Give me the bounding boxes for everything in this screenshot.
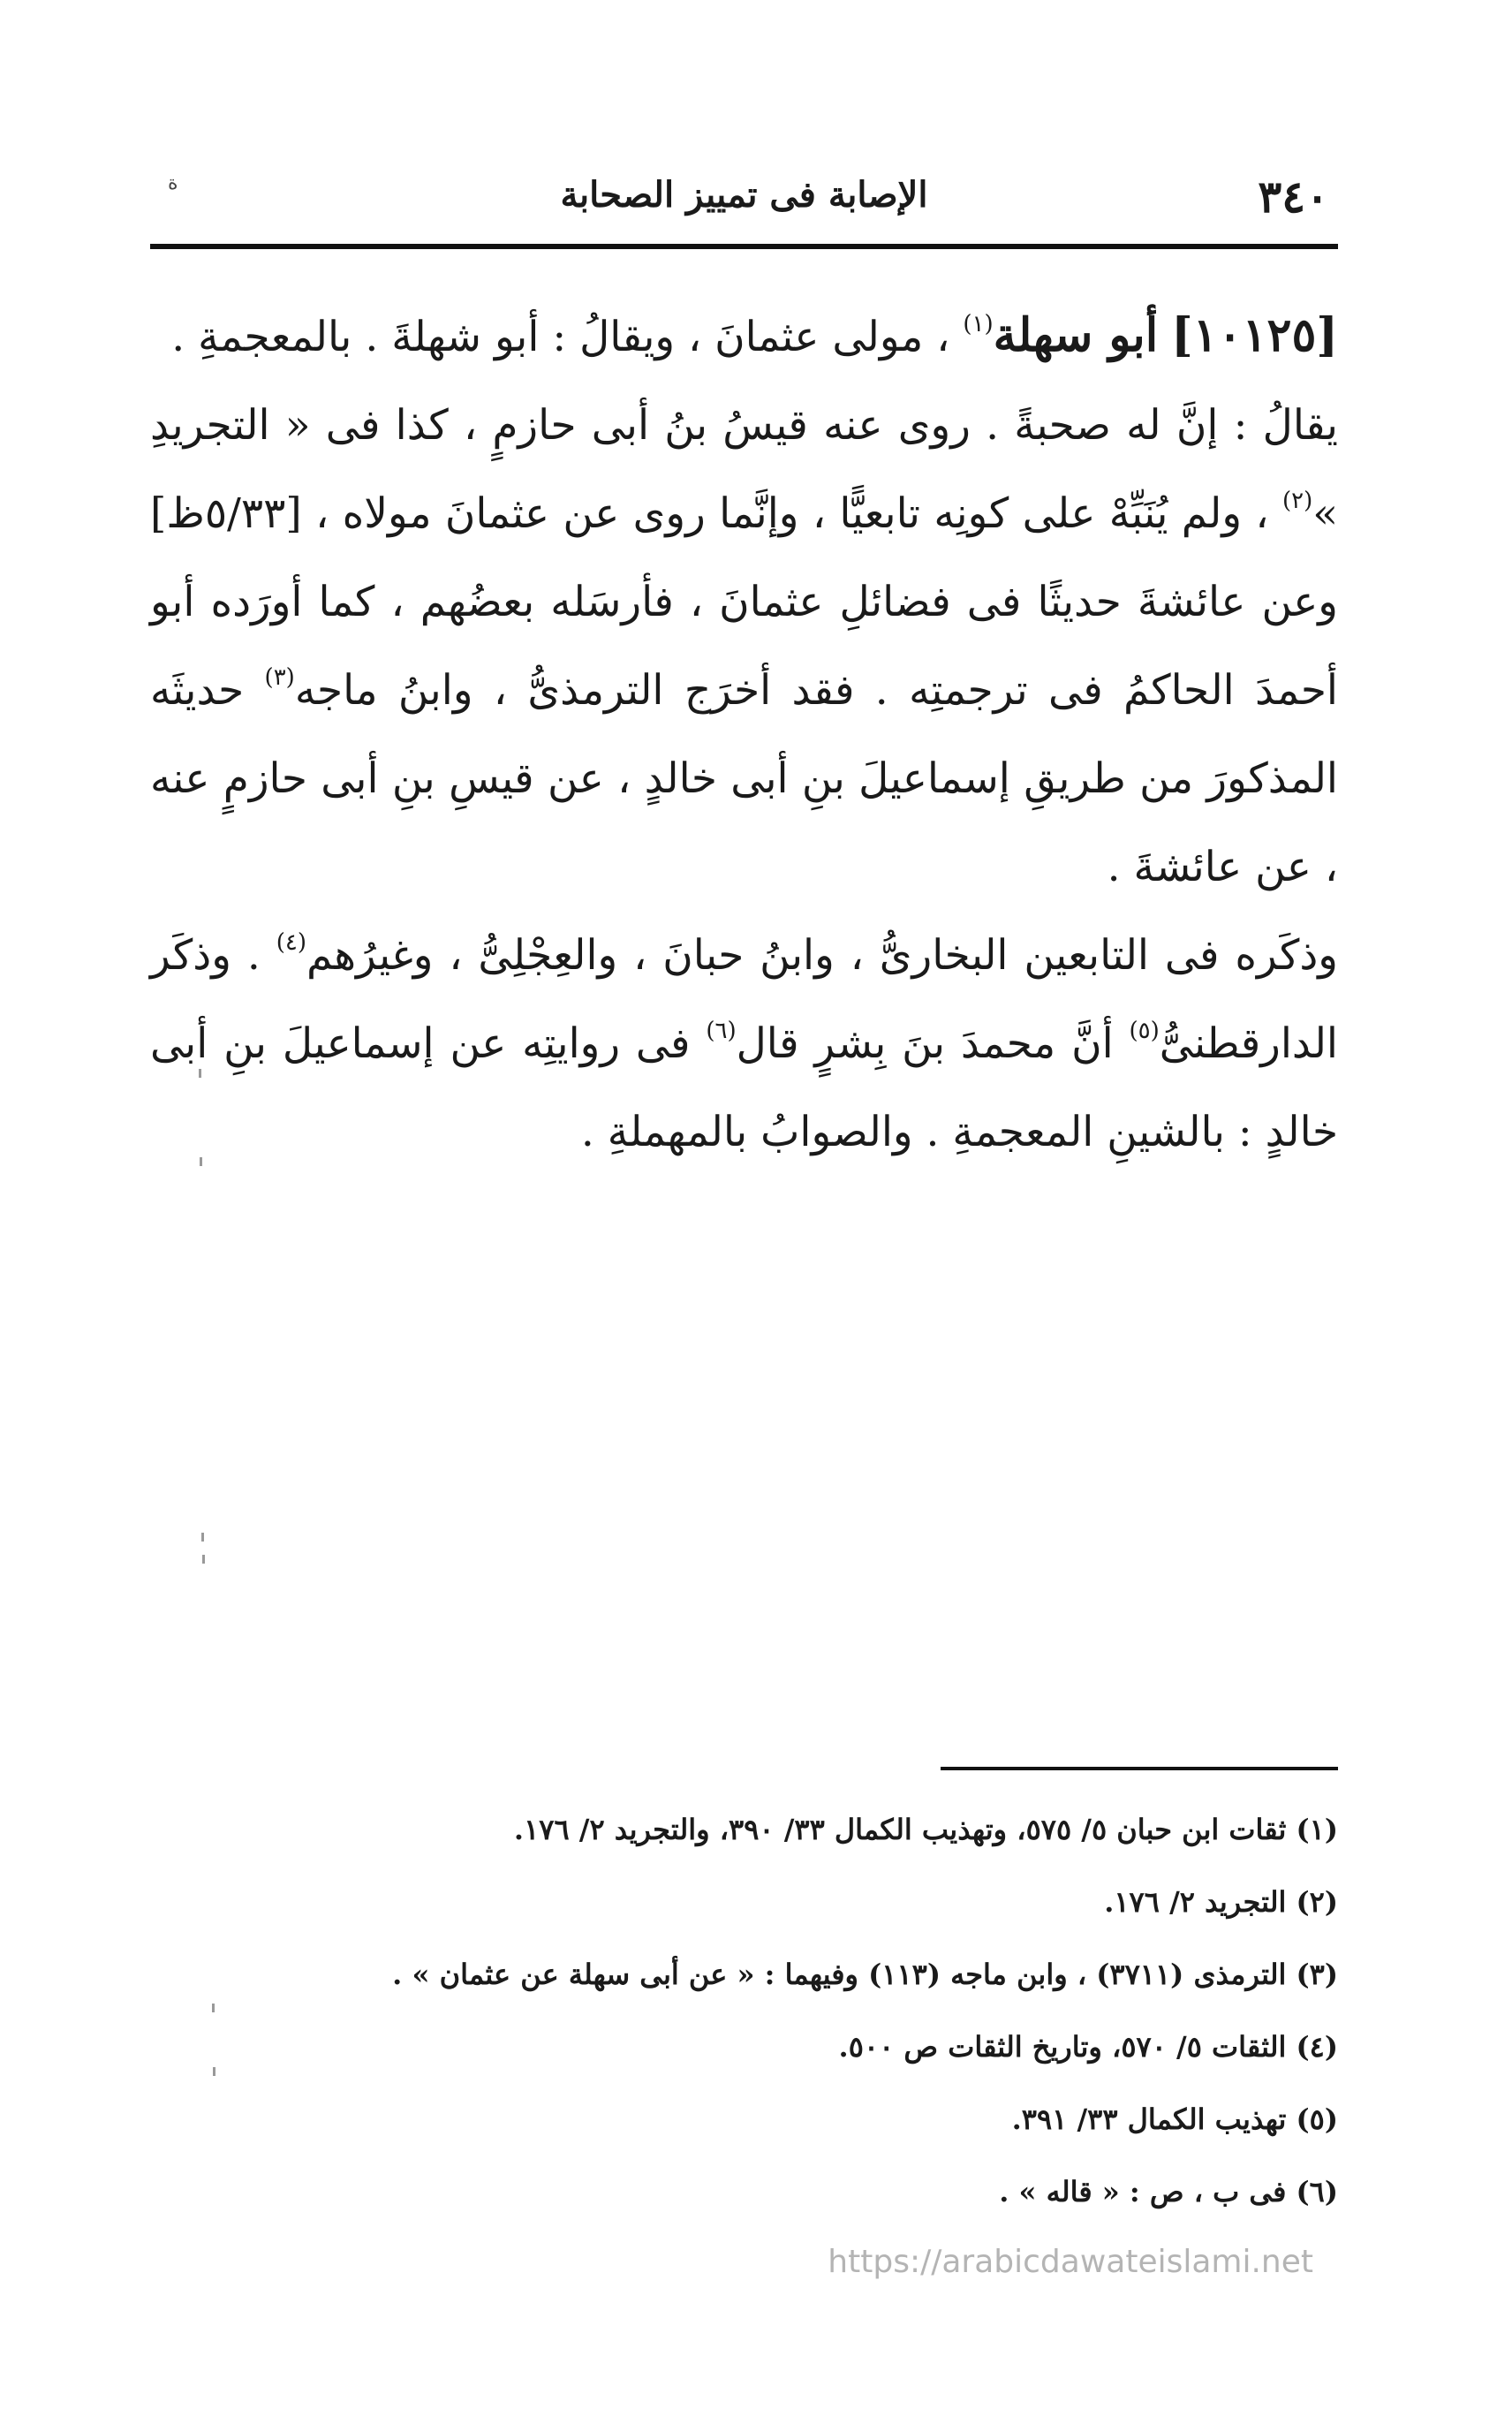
entry-line-8c: فى روايتِه عن إسماعيلَ بنِ أبى خالدٍ : — [150, 1019, 1338, 1156]
entry-paragraph-2 — [150, 382, 1338, 912]
footnote-5: (٥) تهذيب الكمال ٣٣/ ٣٩١. — [1011, 2102, 1338, 2136]
footnote-ref-3: (٣) — [264, 664, 295, 691]
entry-line-8a: الدارقطنىُّ — [1159, 1019, 1338, 1068]
footnote-1: (١) ثقات ابن حبان ٥/ ٥٧٥، وتهذيب الكمال ٣٣/ ٣٩٠، والتجريد ٢/ ١٧٦. — [513, 1813, 1338, 1846]
scan-speck — [199, 1069, 201, 1078]
citation-tajrid: « التجريدِ » — [150, 401, 1338, 538]
footnote-rule — [941, 1767, 1338, 1770]
entry-line-8b: أنَّ محمدَ بنَ بِشرٍ قال — [736, 1019, 1114, 1068]
entry-line-7: وذكَره فى التابعين البخارىُّ ، وابنُ حبانَ ، والعِجْلِىُّ ، وغيرُهم — [306, 931, 1338, 980]
entry-number: [١٠١٢٥] — [1171, 308, 1338, 362]
footnote-4: (٤) الثقات ٥/ ٥٧٠، وتاريخ الثقات ص ٥٠٠. — [838, 2030, 1338, 2064]
scan-speck — [201, 1533, 204, 1542]
entry-line-3: ، ولم يُنَبِّهْ على كونِه تابعيًّا ، وإنَّما روى عن عثمانَ مولاه ، — [315, 489, 1269, 538]
footnote-ref-5: (٥) — [1129, 1018, 1160, 1044]
entry-title: أبو سهلة — [993, 308, 1159, 362]
scan-speck — [200, 1157, 202, 1166]
footnotes — [150, 1793, 1338, 2228]
footnote-3: (٣) الترمذى (٣٧١١) ، وابن ماجه (١١٣) وفيهما : « عن أبى سهلة عن عثمان » . — [392, 1958, 1338, 1991]
entry-line-1: ، مولى عثمانَ ، ويقالُ : أبو شهلةَ . بالمعجمةِ . — [171, 313, 950, 361]
watermark-url: https://arabicdawateislami.net — [828, 2244, 1313, 2280]
entry-line-4: وعن عائشةَ حديثًا فى فضائلِ عثمانَ ، فأرسَله بعضُهم ، كما أورَده أبو — [150, 578, 1338, 626]
footnote-6: (٦) فى ب ، ص : « قاله » . — [999, 2175, 1338, 2208]
scan-speck — [212, 2004, 215, 2012]
footnote-2: (٢) التجريد ٢/ ١٧٦. — [1104, 1885, 1338, 1919]
page-header — [150, 155, 1338, 225]
entry-line-7b: . وذكَر — [150, 931, 261, 980]
entry-line-5b: حديثَه المذكورَ — [150, 666, 1338, 803]
entry-line-5: أحمدَ الحاكمُ فى ترجمتِه . فقد أخرَج الترمذىُّ ، وابنُ ماجه — [294, 666, 1338, 715]
entry-paragraph-1 — [150, 292, 1338, 382]
footnote-ref-1: (١) — [963, 311, 994, 337]
header-mark: ة — [168, 172, 178, 194]
footnote-ref-6: (٦) — [706, 1018, 737, 1044]
footnote-ref-4: (٤) — [276, 929, 306, 956]
scan-speck — [202, 1555, 205, 1564]
header-rule — [150, 244, 1338, 249]
entry-body — [150, 292, 1338, 1177]
folio-marker: [٥/٣٣ظ] — [150, 489, 302, 538]
footnote-ref-2: (٢) — [1281, 488, 1313, 514]
entry-line-2: يقالُ : إنَّ له صحبةً . روى عنه قيسُ بنُ أبى حازمٍ ، كذا فى — [325, 401, 1338, 450]
entry-line-6: من طريقِ إسماعيلَ بنِ أبى خالدٍ ، عن قيسِ بنِ أبى حازمٍ عنه ، عن عائشةَ . — [150, 754, 1338, 891]
scan-speck — [213, 2067, 215, 2076]
page-number: ٣٤٠ — [1258, 170, 1329, 223]
entry-paragraph-3 — [150, 912, 1338, 1177]
running-title: الإصابة فى تمييز الصحابة — [560, 174, 928, 216]
entry-line-9: بالشينِ المعجمةِ . والصوابُ بالمهملةِ . — [580, 1108, 1225, 1156]
